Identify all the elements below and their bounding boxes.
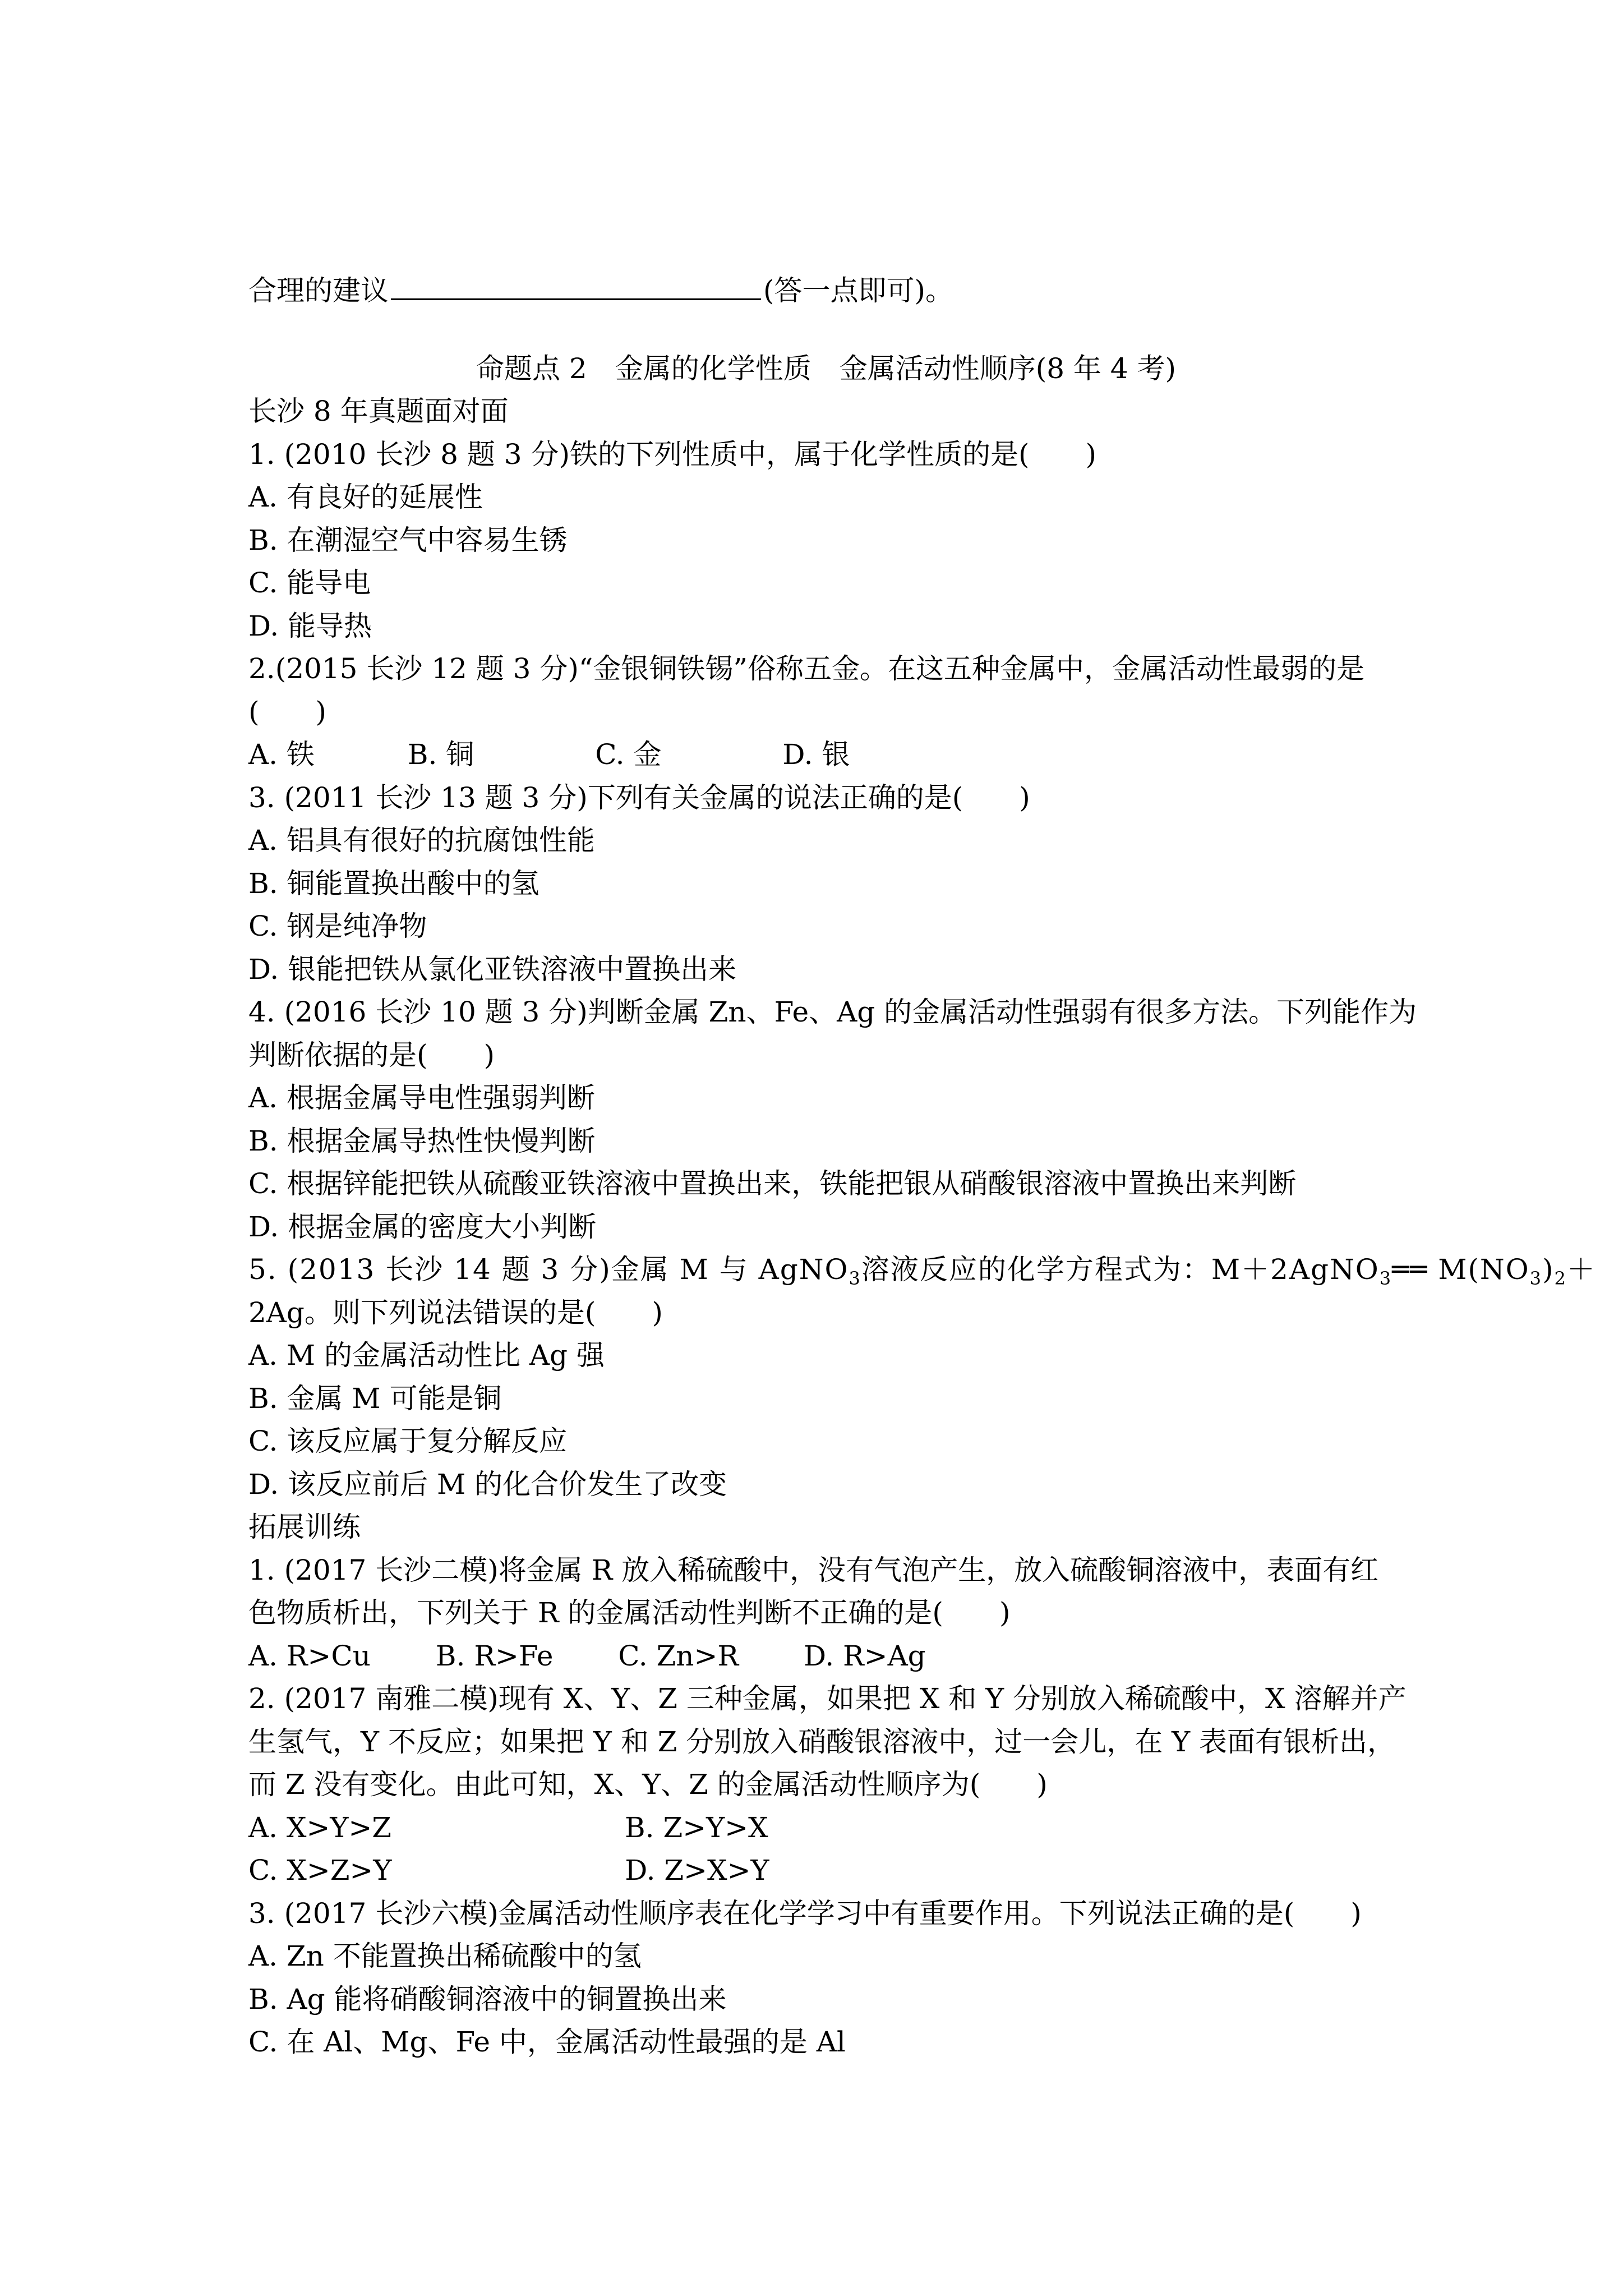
q3-option-b: B. 铜能置换出酸中的氢: [248, 867, 540, 900]
q5-sub-3: 3: [1529, 1268, 1542, 1289]
q5-sub-1: 3: [849, 1268, 861, 1289]
q5-stem-cont: 2Ag。则下列说法错误的是( ): [248, 1296, 663, 1329]
q1-option-d: D. 能导热: [248, 609, 372, 642]
q1-option-c: C. 能导电: [248, 567, 371, 599]
section-heading-extension: 拓展训练: [248, 1511, 361, 1543]
q5-sub-4: 2: [1554, 1268, 1567, 1289]
q2-stem-cont: ( ): [248, 695, 327, 728]
e3-option-a: A. Zn 不能置换出稀硫酸中的氢: [248, 1940, 642, 1972]
q5-option-b: B. 金属 M 可能是铜: [248, 1382, 502, 1415]
q5-option-c: C. 该反应属于复分解反应: [248, 1425, 568, 1457]
q5-stem: [248, 1248, 1596, 1291]
q4-option-a: A. 根据金属导电性强弱判断: [248, 1082, 595, 1114]
intro-suffix: (答一点即可)。: [763, 274, 954, 307]
intro-prefix: 合理的建议: [248, 274, 389, 307]
q2-options: A. 铁 B. 铜 C. 金 D. 银: [248, 738, 850, 771]
q1-option-a: A. 有良好的延展性: [248, 481, 483, 513]
e3-option-c: C. 在 Al、Mg、Fe 中，金属活动性最强的是 Al: [248, 2026, 846, 2058]
q3-option-a: A. 铝具有很好的抗腐蚀性能: [248, 824, 595, 857]
e2-options-row-1: A. X>Y>Z B. Z>Y>X: [248, 1811, 768, 1844]
q2-stem: 2.(2015 长沙 12 题 3 分)“金银铜铁锡”俗称五金。在这五种金属中，金属活动性最弱的是: [248, 652, 1364, 685]
q5-text-2: 溶液反应的化学方程式为：M＋2AgNO: [861, 1253, 1380, 1286]
e1-stem: 1. (2017 长沙二模)将金属 R 放入稀硫酸中，没有气泡产生，放入硫酸铜溶液中，表面有红: [248, 1553, 1379, 1586]
q4-option-b: B. 根据金属导热性快慢判断: [248, 1124, 596, 1157]
q5-option-d: D. 该反应前后 M 的化合价发生了改变: [248, 1467, 727, 1501]
e2-options-row-2: C. X>Z>Y D. Z>X>Y: [248, 1854, 769, 1887]
q5-sub-2: 3: [1379, 1268, 1393, 1289]
q3-option-c: C. 钢是纯净物: [248, 910, 427, 942]
document-page: [248, 269, 1596, 2064]
q4-stem-cont: 判断依据的是( ): [248, 1038, 495, 1071]
q5-option-a: A. M 的金属活动性比 Ag 强: [248, 1339, 605, 1372]
e1-stem-cont: 色物质析出，下列关于 R 的金属活动性判断不正确的是( ): [248, 1596, 1011, 1629]
e2-stem-cont-1: 生氢气，Y 不反应；如果把 Y 和 Z 分别放入硝酸银溶液中，过一会儿，在 Y 表面有银析出，: [248, 1725, 1396, 1758]
q3-option-d: D. 银能把铁从氯化亚铁溶液中置换出来: [248, 953, 737, 986]
q1-stem: 1. (2010 长沙 8 题 3 分)铁的下列性质中，属于化学性质的是( ): [248, 438, 1096, 471]
q4-stem: 4. (2016 长沙 10 题 3 分)判断金属 Zn、Fe、Ag 的金属活动性强弱有很多方法。下列能作为: [248, 996, 1417, 1028]
q5-text-5: ＋: [1566, 1253, 1596, 1286]
answer-blank[interactable]: [391, 269, 761, 300]
section-heading-real-exams: 长沙 8 年真题面对面: [248, 395, 509, 427]
e2-stem: 2. (2017 南雅二模)现有 X、Y、Z 三种金属，如果把 X 和 Y 分别放入稀硫酸中，X 溶解并产: [248, 1682, 1407, 1715]
q4-option-d: D. 根据金属的密度大小判断: [248, 1210, 597, 1243]
e2-stem-cont-2: 而 Z 没有变化。由此可知，X、Y、Z 的金属活动性顺序为( ): [248, 1768, 1048, 1801]
section-title: 命题点 2 金属的化学性质 金属活动性顺序(8 年 4 考): [476, 352, 1177, 385]
q5-text-4: ): [1542, 1253, 1555, 1286]
q5-text-3: ══ M(NO: [1392, 1253, 1530, 1286]
q1-option-b: B. 在潮湿空气中容易生锈: [248, 523, 568, 556]
e1-options: A. R>Cu B. R>Fe C. Zn>R D. R>Ag: [248, 1639, 926, 1672]
q4-option-c: C. 根据锌能把铁从硫酸亚铁溶液中置换出来，铁能把银从硝酸银溶液中置换出来判断: [248, 1167, 1297, 1200]
q5-text-1: 5. (2013 长沙 14 题 3 分)金属 M 与 AgNO: [248, 1253, 849, 1286]
intro-line: [248, 269, 1404, 312]
e3-stem: 3. (2017 长沙六模)金属活动性顺序表在化学学习中有重要作用。下列说法正确的是( ): [248, 1897, 1362, 1930]
e3-option-b: B. Ag 能将硝酸铜溶液中的铜置换出来: [248, 1982, 727, 2016]
q3-stem: 3. (2011 长沙 13 题 3 分)下列有关金属的说法正确的是( ): [248, 781, 1030, 814]
